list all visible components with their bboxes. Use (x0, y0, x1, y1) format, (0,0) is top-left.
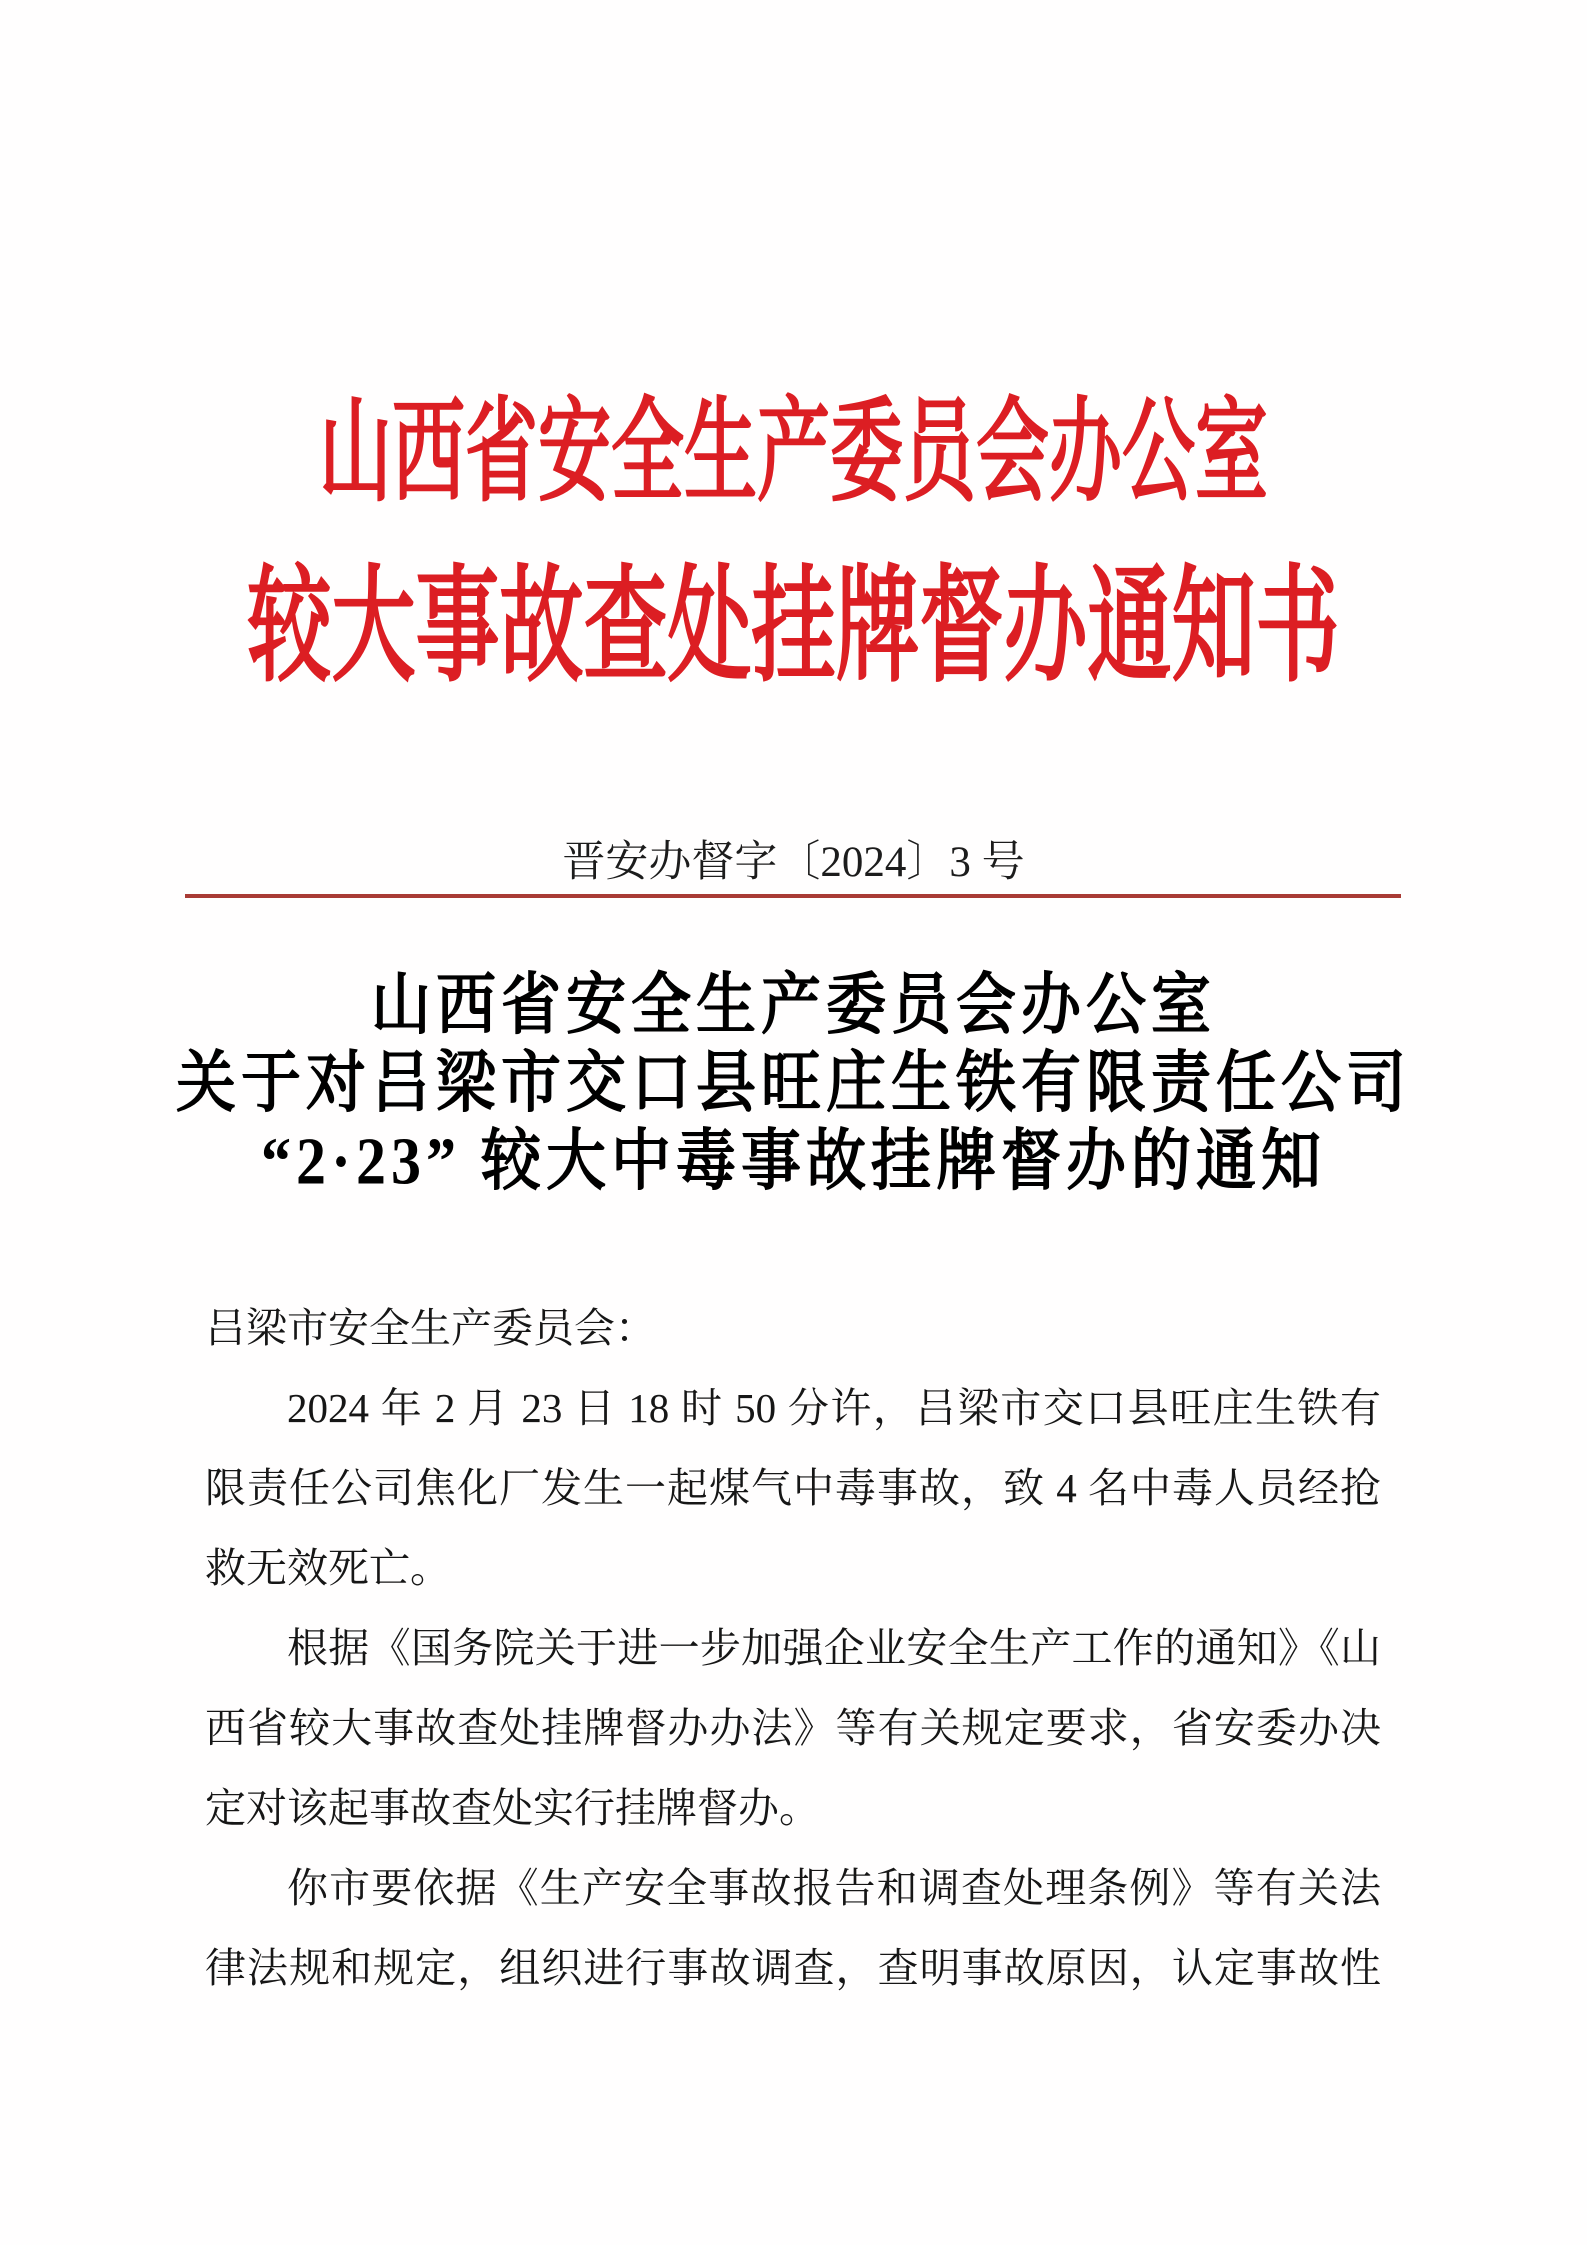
body-line: 根据《国务院关于进一步加强企业安全生产工作的通知》《山 (287, 1625, 1381, 1671)
body-line: 律法规和规定，组织进行事故调查，查明事故原因，认定事故性 (205, 1945, 1381, 1991)
notice-title-line3 (0, 1122, 1587, 1200)
notice-title-line3-text: “2·23” 较大中毒事故挂牌督办的通知 (260, 1124, 1326, 1198)
body-line: 你市要依据《生产安全事故报告和调查处理条例》等有关法 (287, 1865, 1381, 1911)
body-line: 救无效死亡。 (205, 1545, 451, 1591)
notice-title-line2 (0, 1044, 1587, 1122)
letterhead-title-line2 (0, 558, 1587, 698)
notice-title-line1-text: 山西省安全生产委员会办公室 (371, 968, 1216, 1042)
red-separator-rule (185, 894, 1401, 898)
body-line: 2024 年 2 月 23 日 18 时 50 分许，吕梁市交口县旺庄生铁有 (287, 1385, 1381, 1431)
body-text-block (205, 1288, 1381, 2008)
letterhead-title-line2-text: 较大事故查处挂牌督办通知书 (247, 558, 1340, 698)
letterhead-title-line1-text: 山西省安全生产委员会办公室 (319, 389, 1268, 516)
notice-title-line2-text: 关于对吕梁市交口县旺庄生铁有限责任公司 (176, 1046, 1411, 1120)
body-line: 定对该起事故查处实行挂牌督办。 (205, 1785, 820, 1831)
body-line: 西省较大事故查处挂牌督办办法》等有关规定要求，省安委办决 (205, 1705, 1381, 1751)
salutation-line: 吕梁市安全生产委员会： (205, 1305, 656, 1351)
notice-title-line1 (0, 966, 1587, 1044)
letterhead-title-line1 (0, 389, 1587, 516)
body-line: 限责任公司焦化厂发生一起煤气中毒事故，致 4 名中毒人员经抢 (205, 1465, 1381, 1511)
document-number: 晋安办督字〔2024〕3 号 (562, 839, 1025, 886)
